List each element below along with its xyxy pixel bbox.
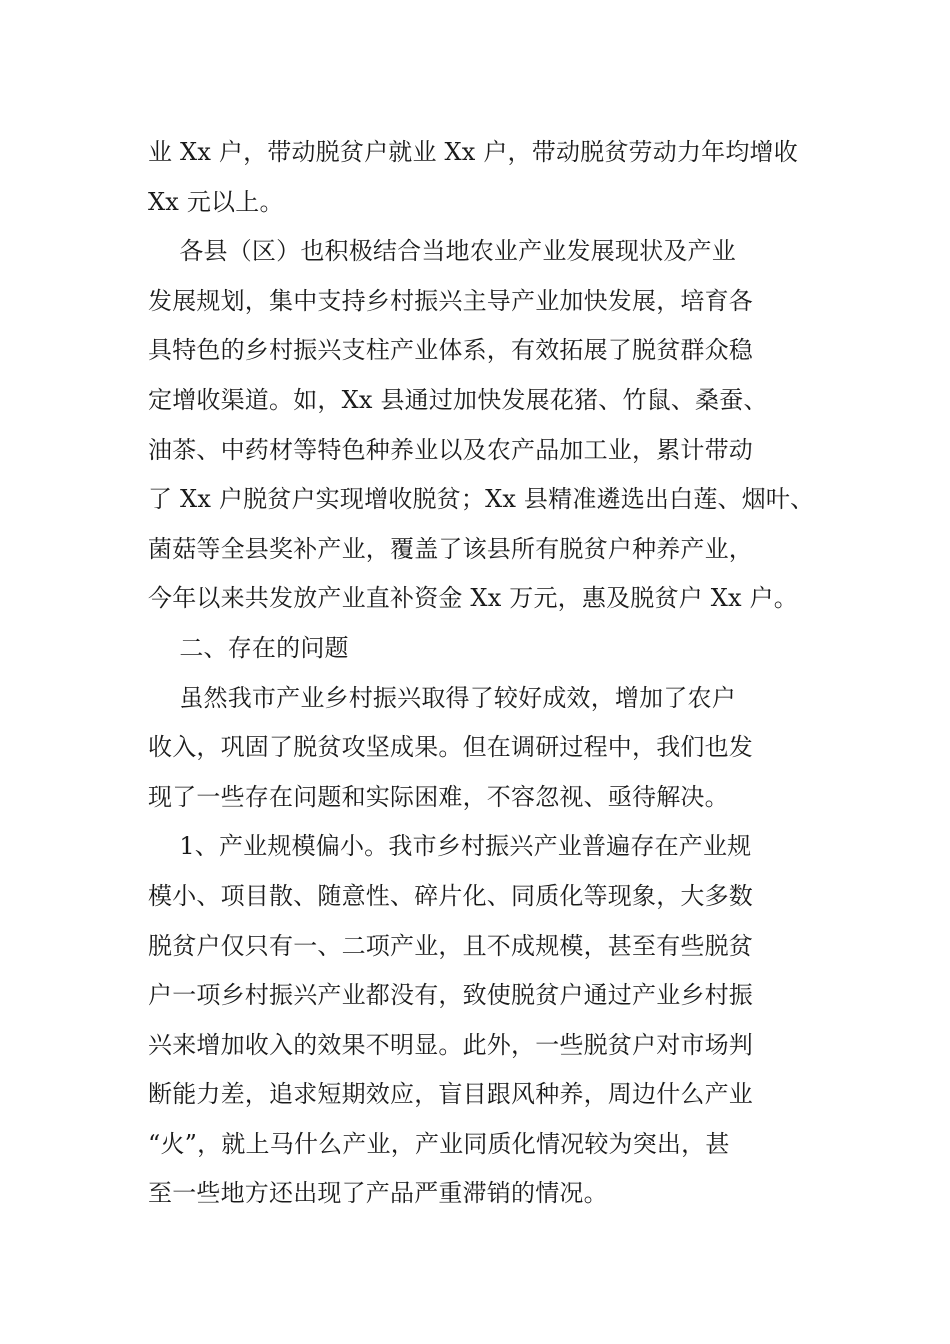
text-line: 至一些地方还出现了产品严重滞销的情况。: [148, 1179, 608, 1208]
text-line: 现了一些存在问题和实际困难，不容忽视、亟待解决。: [148, 782, 729, 811]
text-line: 油茶、中药材等特色种养业以及农产品加工业，累计带动: [148, 435, 753, 464]
text-line: 户一项乡村振兴产业都没有，致使脱贫户通过产业乡村振: [148, 981, 753, 1010]
text-line: 收入，巩固了脱贫攻坚成果。但在调研过程中，我们也发: [148, 733, 753, 762]
paragraph-first-line: 虽然我市产业乡村振兴取得了较好成效，增加了农户: [148, 683, 736, 712]
section-heading: 二、存在的问题: [148, 633, 349, 662]
text-line: “火”，就上马什么产业，产业同质化情况较为突出，甚: [148, 1129, 730, 1158]
text-line: Xx 元以上。: [148, 187, 284, 216]
text-line: 断能力差，追求短期效应，盲目跟风种养，周边什么产业: [148, 1080, 753, 1109]
text-line: 脱贫户仅只有一、二项产业，且不成规模，甚至有些脱贫: [148, 931, 753, 960]
text-line: 兴来增加收入的效果不明显。此外，一些脱贫户对市场判: [148, 1030, 753, 1059]
document-body: [148, 128, 848, 1219]
text-line: 具特色的乡村振兴支柱产业体系，有效拓展了脱贫群众稳: [148, 336, 753, 365]
text-line: 发展规划，集中支持乡村振兴主导产业加快发展，培育各: [148, 286, 753, 315]
paragraph-first-line: 1、产业规模偏小。我市乡村振兴产业普遍存在产业规: [148, 832, 752, 861]
paragraph-first-line: 各县（区）也积极结合当地农业产业发展现状及产业: [148, 237, 736, 266]
text-line: 业 Xx 户，带动脱贫户就业 Xx 户，带动脱贫劳动力年均增收: [148, 138, 798, 166]
text-line: 了 Xx 户脱贫户实现增收脱贫；Xx 县精准遴选出白莲、烟叶、: [148, 485, 815, 514]
text-line: 菌菇等全县奖补产业，覆盖了该县所有脱贫户种养产业，: [148, 534, 753, 563]
text-line: 今年以来共发放产业直补资金 Xx 万元，惠及脱贫户 Xx 户。: [148, 584, 798, 613]
text-line: 定增收渠道。如，Xx 县通过加快发展花猪、竹鼠、桑蚕、: [148, 385, 768, 414]
text-line: 模小、项目散、随意性、碎片化、同质化等现象，大多数: [148, 881, 753, 910]
